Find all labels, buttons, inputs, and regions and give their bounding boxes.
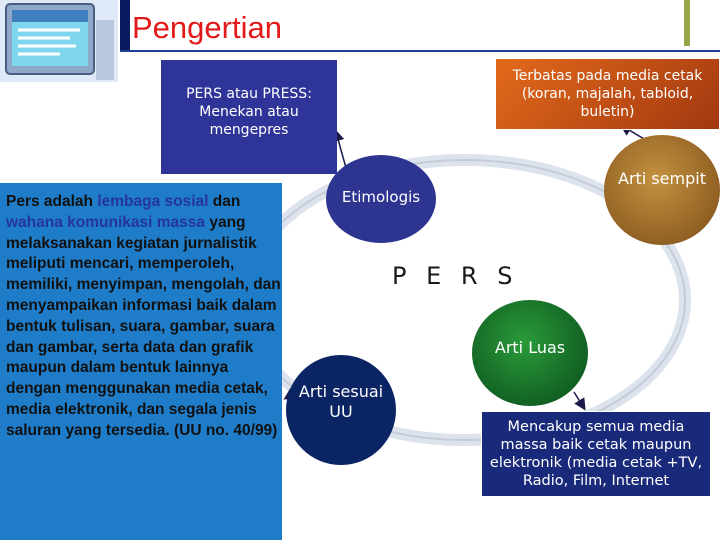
definition-part2: dan (208, 193, 241, 210)
definition-box (0, 183, 282, 540)
arti-sempit-label: Arti sempit (618, 169, 706, 188)
definition-part3: yang melaksanakan kegiatan jurnalistik meliputi mencari, memperoleh, memiliki, menyimpan, mengolah, dan menyampaikan informasi baik dalam bentuk tulisan, suara, gambar, suara dan gambar, serta data dan grafik maupun dalam bentuk lainnya dengan menggunakan media cetak, media elektronik, dan segala jenis saluran yang tersedia. (UU no. 40/99) (6, 213, 281, 439)
arti-luas-circle (472, 300, 588, 406)
page-title: Pengertian (132, 10, 282, 45)
pers-press-text: PERS atau PRESS: Menekan atau mengepres (186, 86, 312, 138)
etimologis-circle (326, 155, 436, 243)
pers-press-box (161, 60, 337, 174)
arti-sesuai-uu-circle (286, 355, 396, 465)
arti-luas-label: Arti Luas (494, 338, 566, 357)
arti-sempit-circle (604, 135, 720, 245)
terbatas-text: Terbatas pada media cetak (koran, majalah, tabloid, buletin) (512, 68, 703, 120)
mencakup-text: Mencakup semua media massa baik cetak maupun elektronik (media cetak +TV, Radio, Film, Internet (489, 419, 703, 489)
etimologis-label: Etimologis (341, 188, 421, 206)
terbatas-box (495, 58, 720, 130)
pers-center-label: P E R S (392, 262, 519, 290)
definition-highlight-wahana: wahana komunikasi massa (6, 213, 206, 231)
mencakup-box (481, 411, 711, 497)
definition-part1: Pers adalah (6, 193, 98, 210)
arti-sesuai-uu-label: Arti sesuai UU (298, 382, 384, 421)
definition-highlight-lembaga: lembaga sosial (97, 193, 209, 210)
